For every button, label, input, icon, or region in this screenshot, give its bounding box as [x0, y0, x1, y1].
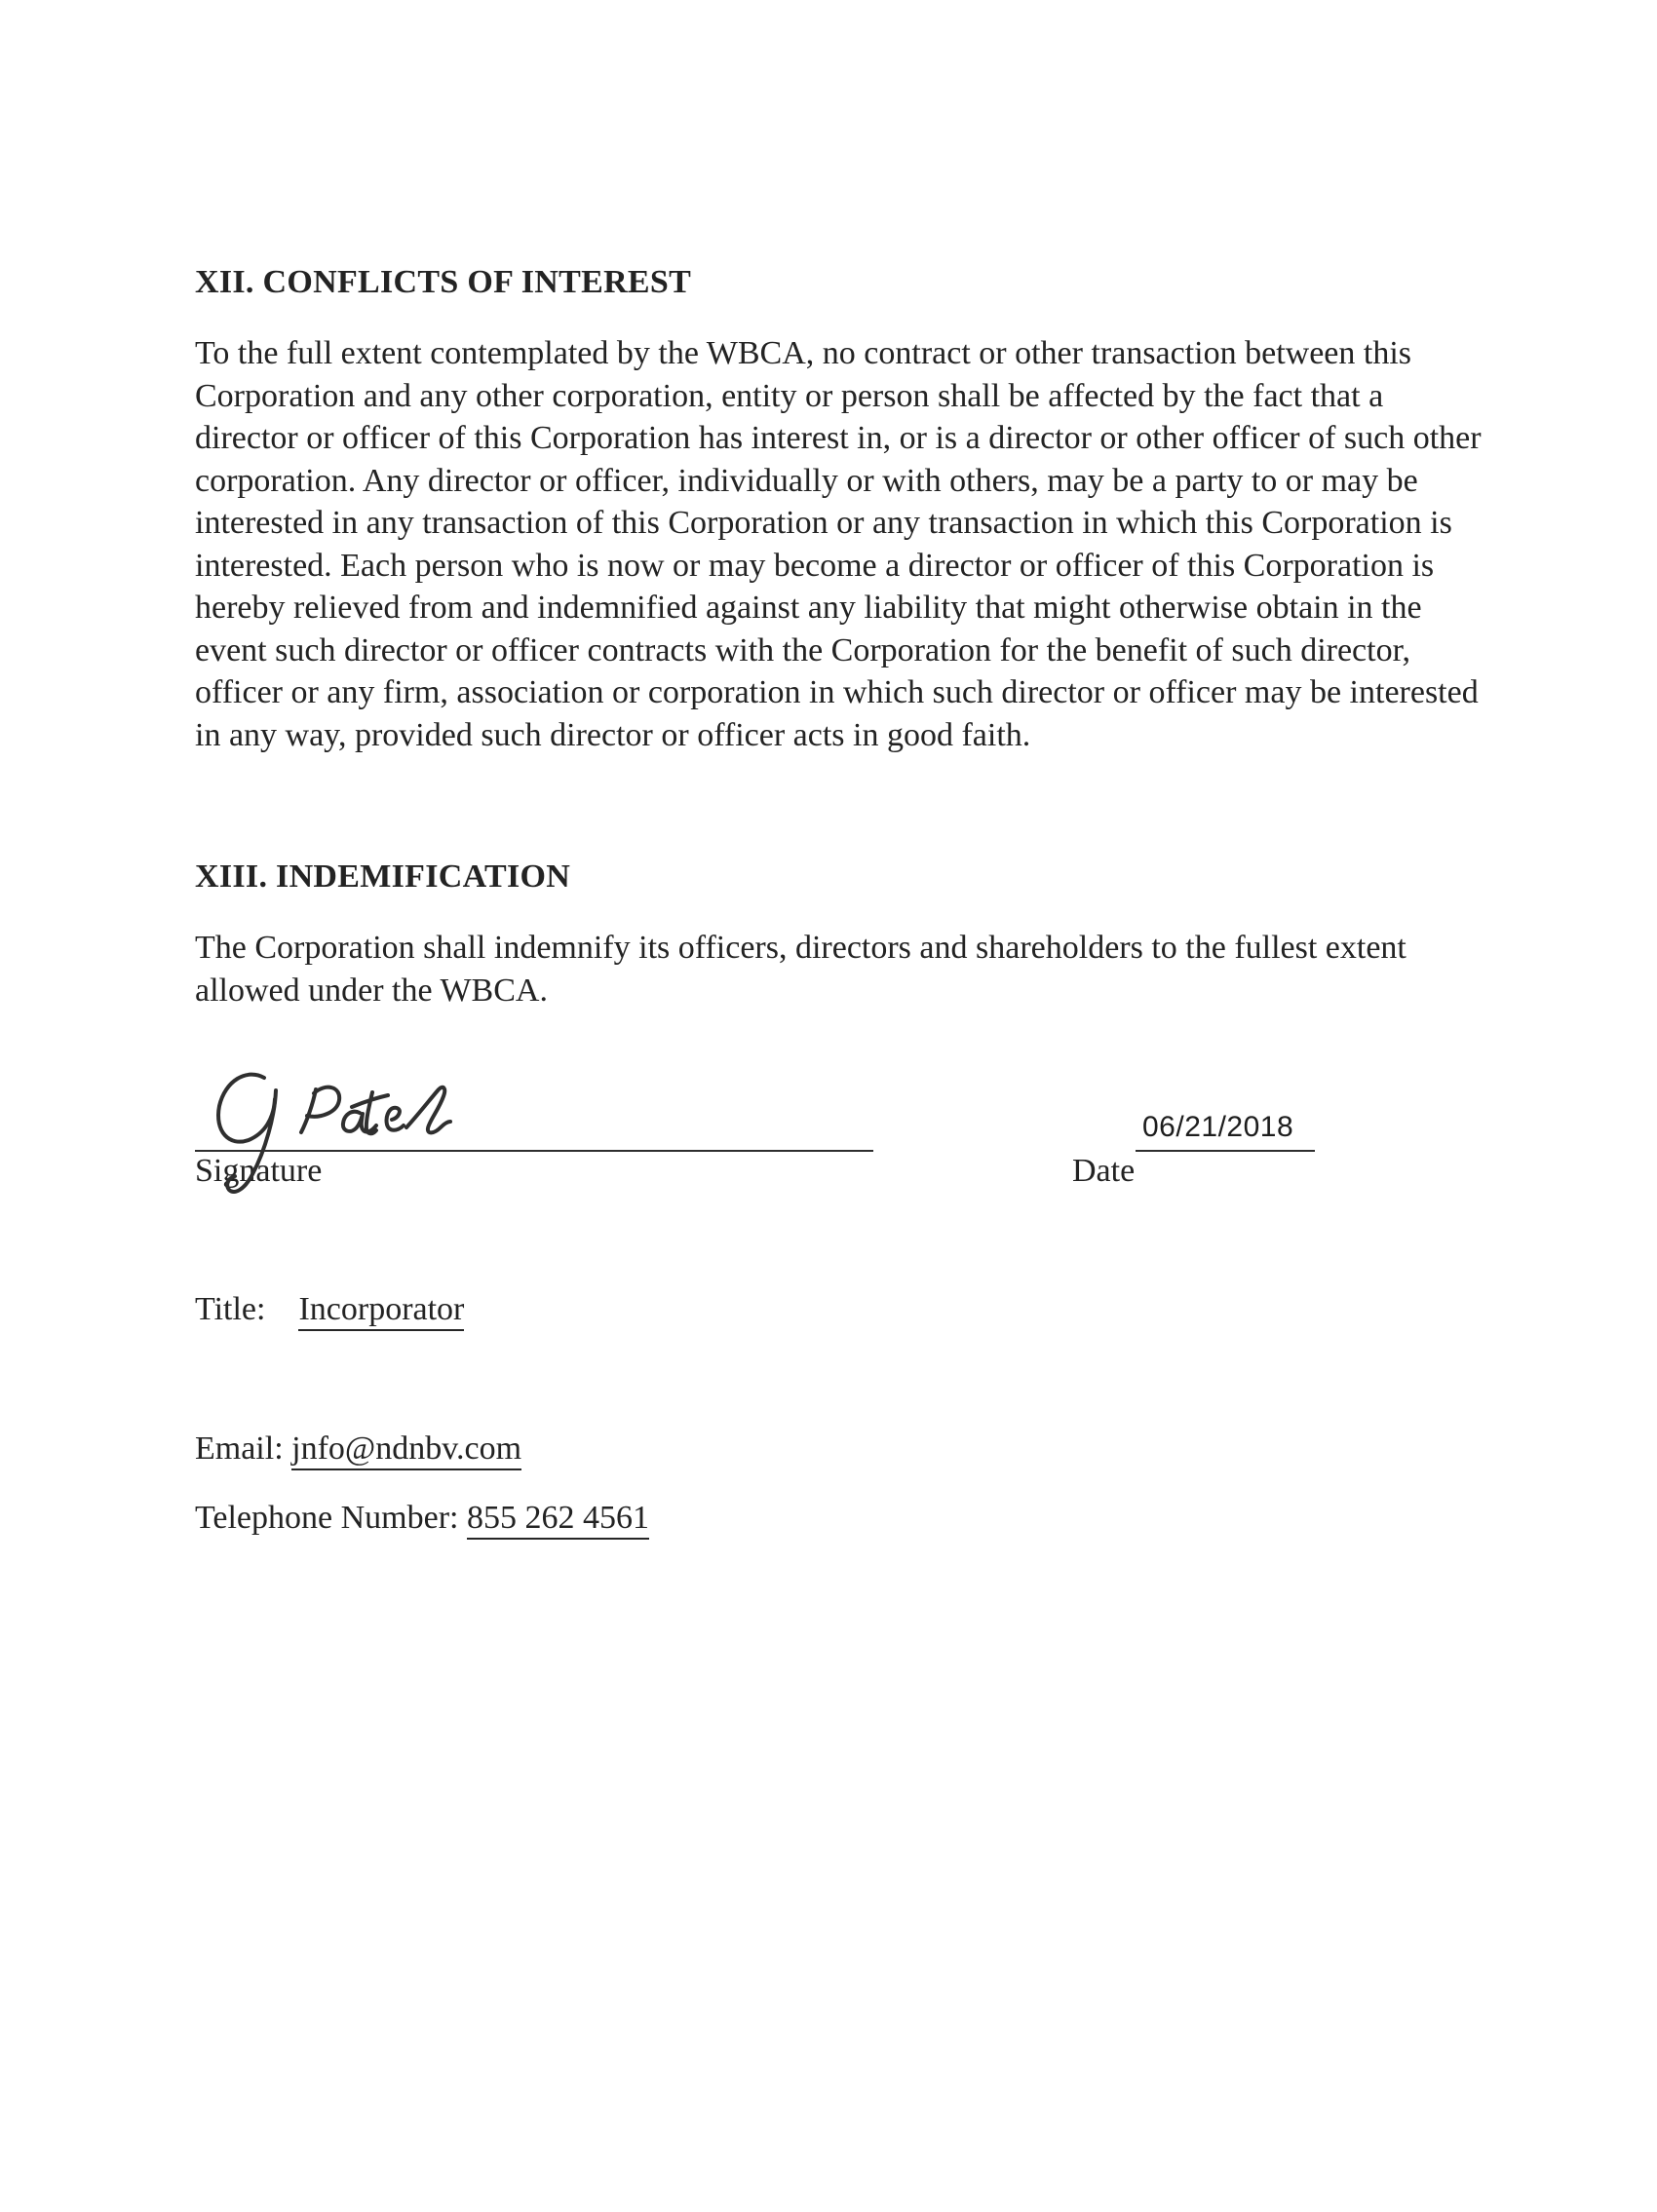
telephone-label: Telephone Number: [195, 1500, 459, 1536]
text-line: in any way, provided such director or officer acts in good faith. [195, 716, 1031, 753]
text-line: officer or any firm, association or corporation in which such director or officer may be interested [195, 674, 1479, 710]
text-line: event such director or officer contracts with the Corporation for the benefit of such director, [195, 631, 1411, 668]
date-label: Date [1072, 1153, 1136, 1189]
text-line: director or officer of this Corporation has interest in, or is a director or other officer of such other [195, 420, 1482, 456]
text-line: interested. Each person who is now or may become a director or officer of this Corporation is [195, 547, 1435, 584]
section-body-conflicts-of-interest [195, 332, 1560, 756]
date-value: 06/21/2018 [1142, 1111, 1294, 1143]
text-line: Corporation and any other corporation, entity or person shall be affected by the fact that a [195, 377, 1384, 414]
text-line: To the full extent contemplated by the WBCA, no contract or other transaction between this [195, 335, 1412, 371]
section-heading-conflicts-of-interest: XII. CONFLICTS OF INTEREST [195, 264, 692, 300]
text-line: The Corporation shall indemnify its officers, directors and shareholders to the fullest extent [195, 930, 1407, 966]
text-line: interested in any transaction of this Corporation or any transaction in which this Corporation is [195, 505, 1452, 541]
telephone-row [195, 1497, 649, 1540]
title-row [195, 1288, 464, 1331]
text-line: allowed under the WBCA. [195, 972, 548, 1009]
title-label: Title: [195, 1291, 266, 1327]
signature-label: Signature [195, 1153, 323, 1189]
telephone-value: 855 262 4561 [467, 1500, 649, 1540]
email-value: jnfo@ndnbv.com [291, 1430, 521, 1470]
email-row [195, 1428, 521, 1470]
title-value: Incorporator [298, 1291, 464, 1331]
text-line: corporation. Any director or officer, individually or with others, may be a party to or may be [195, 462, 1418, 499]
handwritten-signature [200, 1065, 463, 1201]
date-line [1136, 1150, 1315, 1152]
section-body-indemnification [195, 927, 1560, 1011]
email-label: Email: [195, 1430, 284, 1467]
section-heading-indemnification: XIII. INDEMIFICATION [195, 858, 571, 895]
text-line: hereby relieved from and indemnified against any liability that might otherwise obtain in the [195, 590, 1422, 626]
